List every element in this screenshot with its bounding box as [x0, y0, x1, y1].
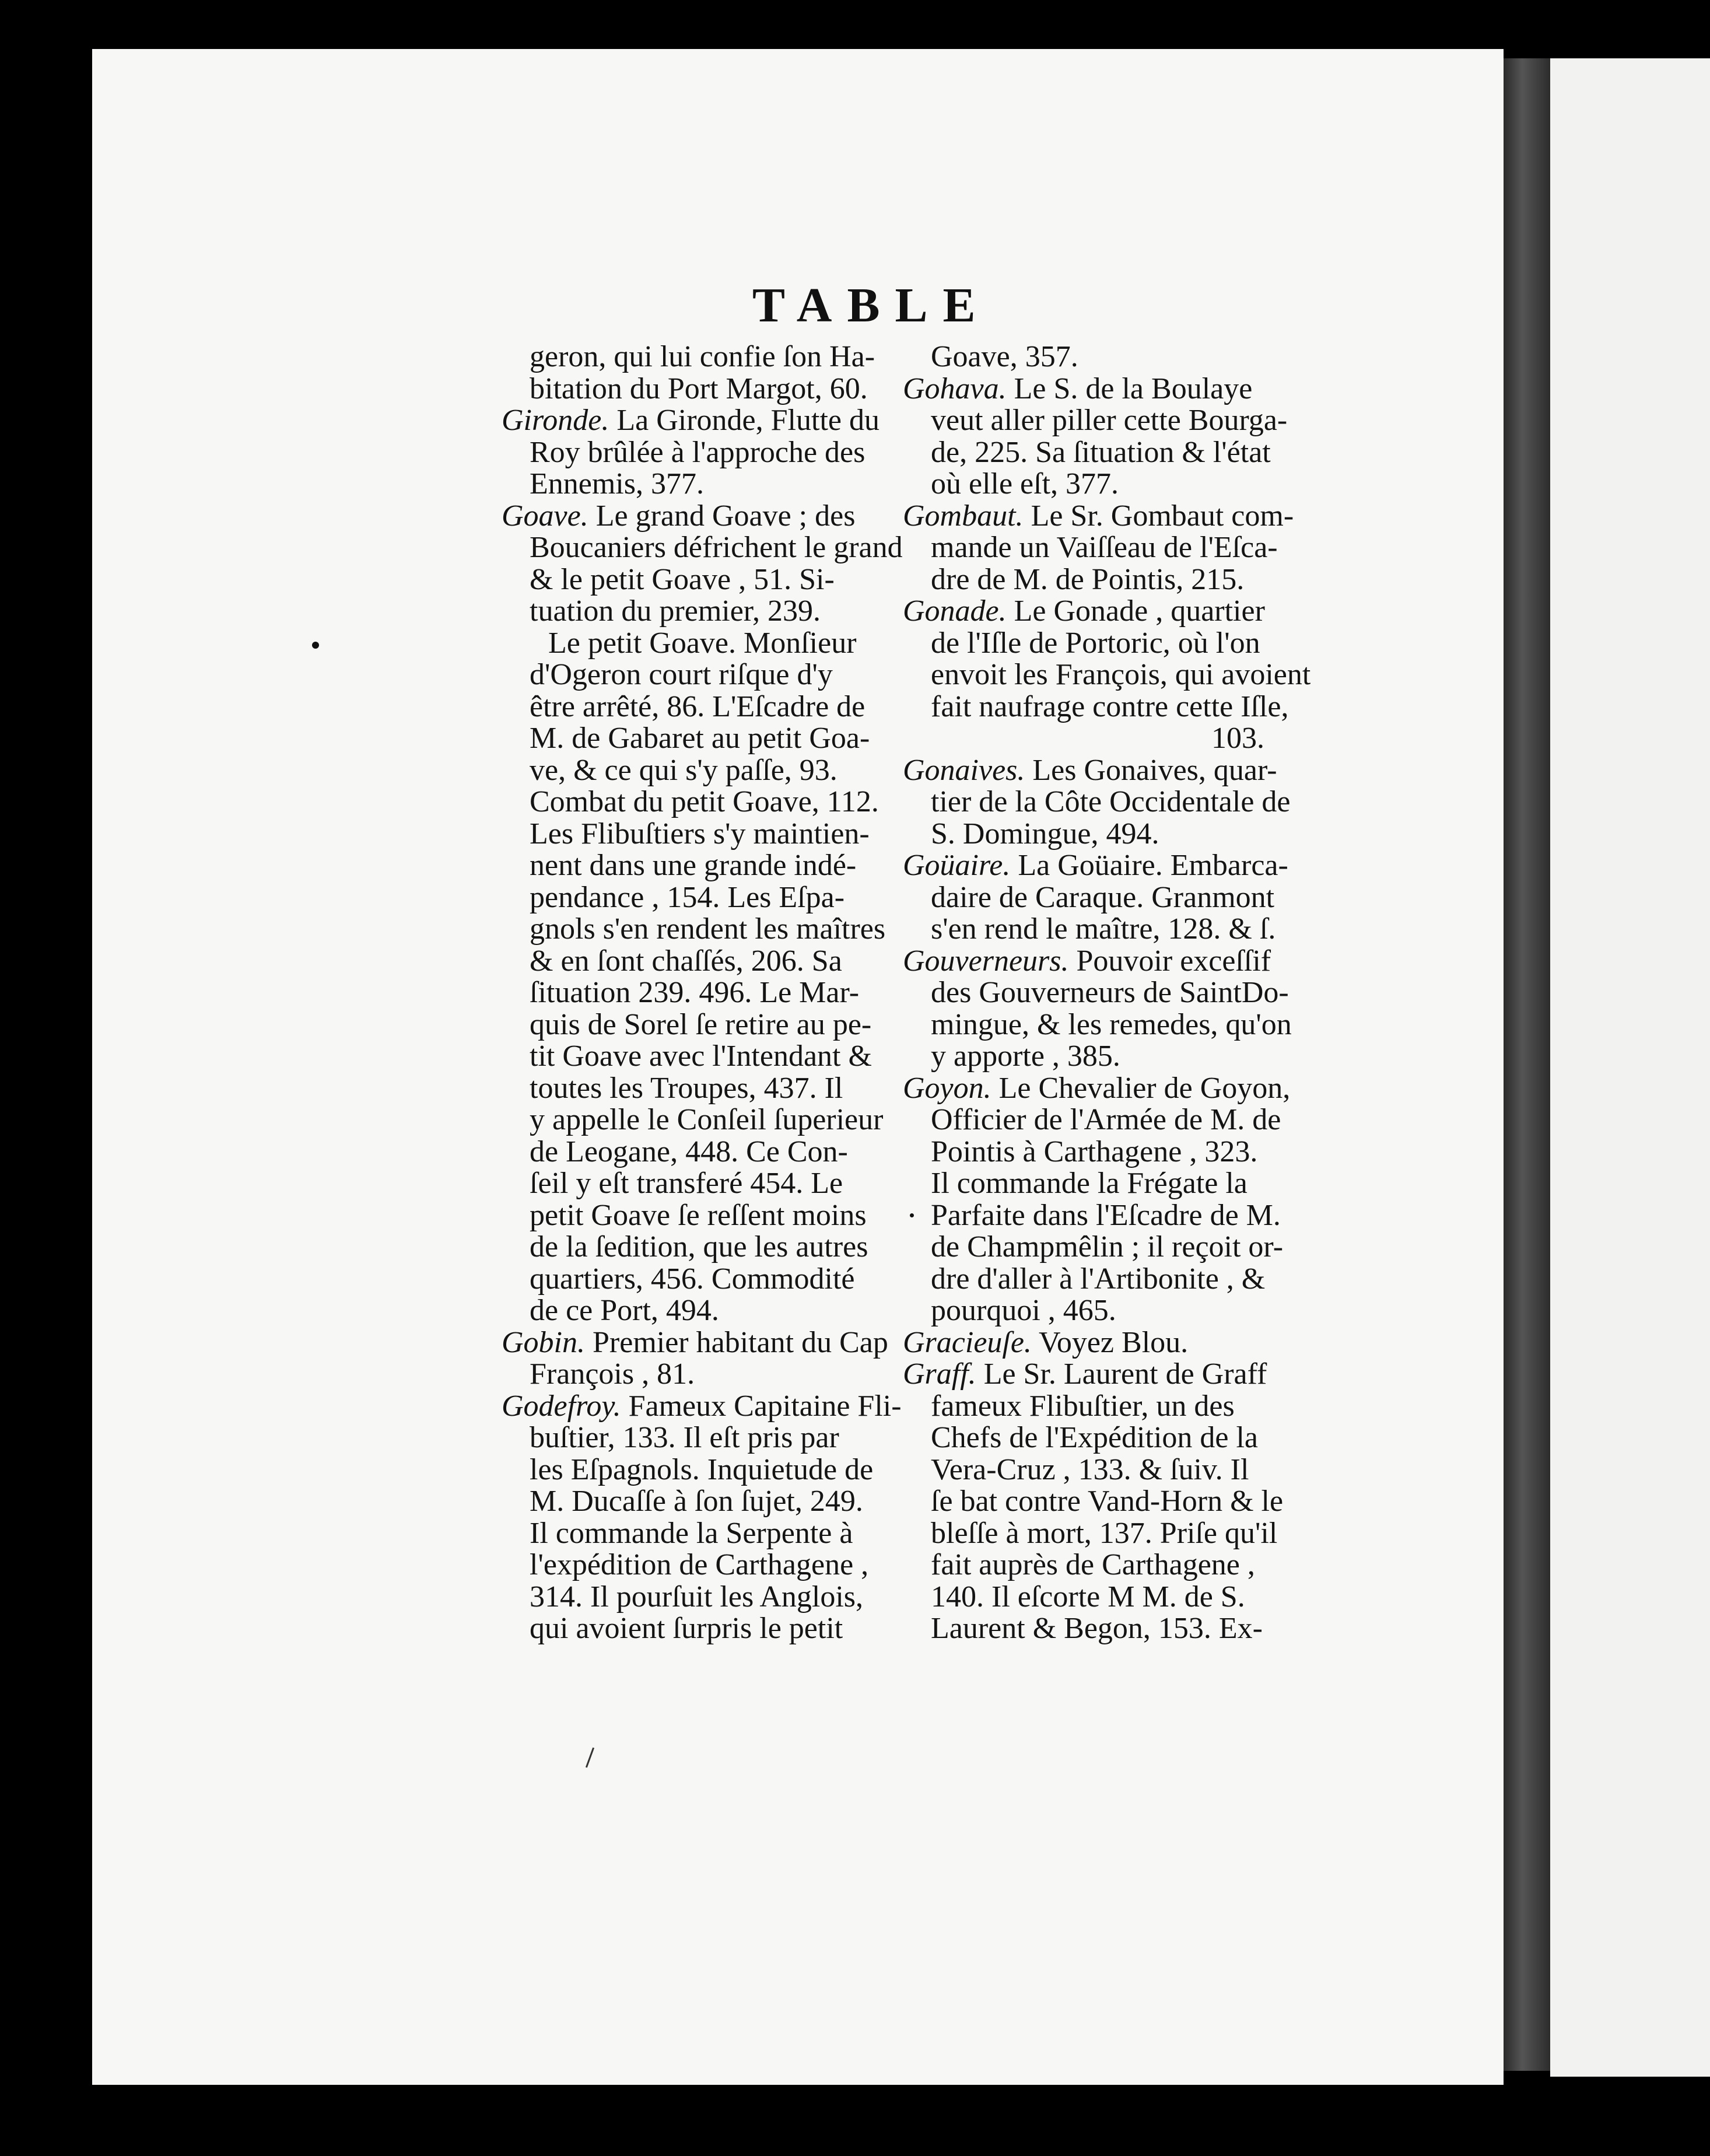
index-line: & en ſont chaſſés, 206. Sa: [530, 944, 842, 978]
index-entry-gironde: Gironde. La Gironde, Flutte du: [502, 404, 879, 437]
index-entry-gombaut: Gombaut. Le Sr. Gombaut com-: [903, 499, 1294, 533]
index-line: gnols s'en rendent les maîtres: [530, 912, 886, 946]
index-line: bleſſe à mort, 137. Priſe qu'il: [931, 1516, 1278, 1550]
index-line: y apporte , 385.: [931, 1040, 1120, 1073]
index-line: l'expédition de Carthagene ,: [530, 1548, 869, 1581]
page-header: TABLE: [752, 278, 991, 332]
index-line: buſtier, 133. Il eſt pris par: [530, 1421, 839, 1454]
index-line: tuation du premier, 239.: [530, 594, 821, 628]
index-entry-gohava: Gohava. Le S. de la Boulaye: [903, 372, 1253, 405]
index-line: bitation du Port Margot, 60.: [530, 372, 868, 405]
index-line: veut aller piller cette Bourga-: [931, 404, 1288, 437]
index-line: de l'Iſle de Portoric, où l'on: [931, 626, 1260, 660]
index-entry-gonade: Gonade. Le Gonade , quartier: [903, 594, 1265, 628]
index-headword: Graff.: [903, 1357, 976, 1391]
ink-speck: [312, 642, 319, 649]
index-line: geron, qui lui confie ſon Ha-: [530, 340, 875, 373]
index-line: fameux Flibuſtier, un des: [931, 1389, 1235, 1423]
index-headword: Goave.: [502, 499, 588, 533]
index-headword: Gouverneurs.: [903, 944, 1069, 978]
index-entry-gouverneurs: Gouverneurs. Pouvoir exceſſif: [903, 944, 1271, 978]
index-line: M. Ducaſſe à ſon ſujet, 249.: [530, 1485, 863, 1518]
index-line: Laurent & Begon, 153. Ex-: [931, 1612, 1263, 1645]
index-entry-gobin: Gobin. Premier habitant du Cap: [502, 1325, 888, 1359]
index-headword: Godefroy.: [502, 1389, 621, 1423]
index-line: dre de M. de Pointis, 215.: [931, 562, 1245, 596]
index-line: de la ſedition, que les autres: [530, 1230, 868, 1264]
index-line: pourquoi , 465.: [931, 1294, 1116, 1327]
index-line: les Eſpagnols. Inquietude de: [530, 1452, 874, 1486]
index-line: qui avoient ſurpris le petit: [530, 1612, 843, 1645]
index-line: Boucaniers défrichent le grand: [530, 531, 903, 564]
index-line: François , 81.: [530, 1357, 695, 1391]
index-headword: Goyon.: [903, 1071, 991, 1105]
index-line: Officier de l'Armée de M. de: [931, 1103, 1281, 1136]
index-line: dre d'aller à l'Artibonite , &: [931, 1262, 1266, 1296]
index-line: où elle eſt, 377.: [931, 467, 1119, 501]
index-line: fait naufrage contre cette Iſle,: [931, 690, 1289, 723]
index-line: Les Flibuſtiers s'y maintien-: [530, 817, 870, 850]
index-line: y appelle le Conſeil ſuperieur: [530, 1103, 884, 1136]
facing-page: [1550, 58, 1710, 2077]
index-headword: Gonade.: [903, 594, 1007, 628]
index-entry-graff: Graff. Le Sr. Laurent de Graff: [903, 1357, 1267, 1391]
index-line: Parfaite dans l'Eſcadre de M.: [931, 1198, 1281, 1232]
page-edge-shadow: [1504, 58, 1550, 2071]
index-line: 140. Il eſcorte M M. de S.: [931, 1580, 1245, 1614]
index-line: Ennemis, 377.: [530, 467, 704, 501]
index-headword: Gracieuſe.: [903, 1325, 1032, 1359]
index-line: mande un Vaiſſeau de l'Eſca-: [931, 531, 1278, 564]
index-line: nent dans une grande indé-: [530, 849, 857, 882]
index-entry-godefroy: Godefroy. Fameux Capitaine Fli-: [502, 1389, 902, 1423]
index-line: Il commande la Frégate la: [931, 1167, 1248, 1200]
index-entry-goave: Goave. Le grand Goave ; des: [502, 499, 856, 533]
index-line: ſeil y eſt transferé 454. Le: [530, 1167, 843, 1200]
index-line: mingue, & les remedes, qu'on: [931, 1007, 1292, 1041]
ink-speck: [910, 1213, 914, 1217]
index-column-right: [903, 340, 1311, 1645]
index-line: de Leogane, 448. Ce Con-: [530, 1135, 848, 1168]
index-headword: Gironde.: [502, 404, 609, 437]
index-line: s'en rend le maître, 128. & ſ.: [931, 912, 1276, 946]
index-entry-gonaives: Gonaives. Les Gonaives, quar-: [903, 753, 1277, 787]
index-headword: Gombaut.: [903, 499, 1024, 533]
index-line: Goave, 357.: [931, 340, 1078, 373]
index-line: Vera-Cruz , 133. & ſuiv. Il: [931, 1452, 1249, 1486]
index-line: quartiers, 456. Commodité: [530, 1262, 855, 1296]
index-line: de, 225. Sa ſituation & l'état: [931, 435, 1271, 469]
index-line: des Gouverneurs de SaintDo-: [931, 976, 1289, 1009]
index-line: fait auprès de Carthagene ,: [931, 1548, 1255, 1581]
index-line: & le petit Goave , 51. Si-: [530, 562, 835, 596]
index-line: ſituation 239. 496. Le Mar-: [530, 976, 860, 1009]
index-line: Pointis à Carthagene , 323.: [931, 1135, 1258, 1168]
index-line: toutes les Troupes, 437. Il: [530, 1071, 843, 1105]
index-line: petit Goave ſe reſſent moins: [530, 1198, 867, 1232]
index-headword: Gobin.: [502, 1325, 585, 1359]
index-headword: Gohava.: [903, 372, 1007, 405]
index-line: de Champmêlin ; il reçoit or-: [931, 1230, 1284, 1264]
index-line: M. de Gabaret au petit Goa-: [530, 722, 870, 755]
index-line: Roy brûlée à l'approche des: [530, 435, 865, 469]
index-line: 103.: [1211, 722, 1264, 755]
index-line: daire de Caraque. Granmont: [931, 880, 1275, 914]
index-line: tit Goave avec l'Intendant &: [530, 1040, 872, 1073]
index-line: ve, & ce qui s'y paſſe, 93.: [530, 753, 838, 787]
index-entry-goyon: Goyon. Le Chevalier de Goyon,: [903, 1071, 1291, 1105]
index-headword: Gonaives.: [903, 753, 1025, 787]
index-headword: Goüaire.: [903, 849, 1011, 882]
index-line: de ce Port, 494.: [530, 1294, 719, 1327]
index-line: tier de la Côte Occidentale de: [931, 785, 1291, 818]
index-line: Chefs de l'Expédition de la: [931, 1421, 1259, 1454]
index-line: quis de Sorel ſe retire au pe-: [530, 1007, 872, 1041]
index-line: ſe bat contre Vand-Horn & le: [931, 1485, 1284, 1518]
index-entry-gouaire: Goüaire. La Goüaire. Embarca-: [903, 849, 1288, 882]
index-entry-gracieuse: Gracieuſe. Voyez Blou.: [903, 1325, 1189, 1359]
index-line: Combat du petit Goave, 112.: [530, 785, 879, 818]
index-line: 314. Il pourſuit les Anglois,: [530, 1580, 863, 1614]
index-line: d'Ogeron court riſque d'y: [530, 658, 833, 691]
index-line: Il commande la Serpente à: [530, 1516, 853, 1550]
index-line: être arrêté, 86. L'Eſcadre de: [530, 690, 865, 723]
index-line: Le petit Goave. Monſieur: [548, 626, 857, 660]
index-line: pendance , 154. Les Eſpa-: [530, 880, 845, 914]
index-line: S. Domingue, 494.: [931, 817, 1159, 850]
index-line: envoit les François, qui avoient: [931, 658, 1311, 691]
index-column-left: [502, 340, 903, 1645]
